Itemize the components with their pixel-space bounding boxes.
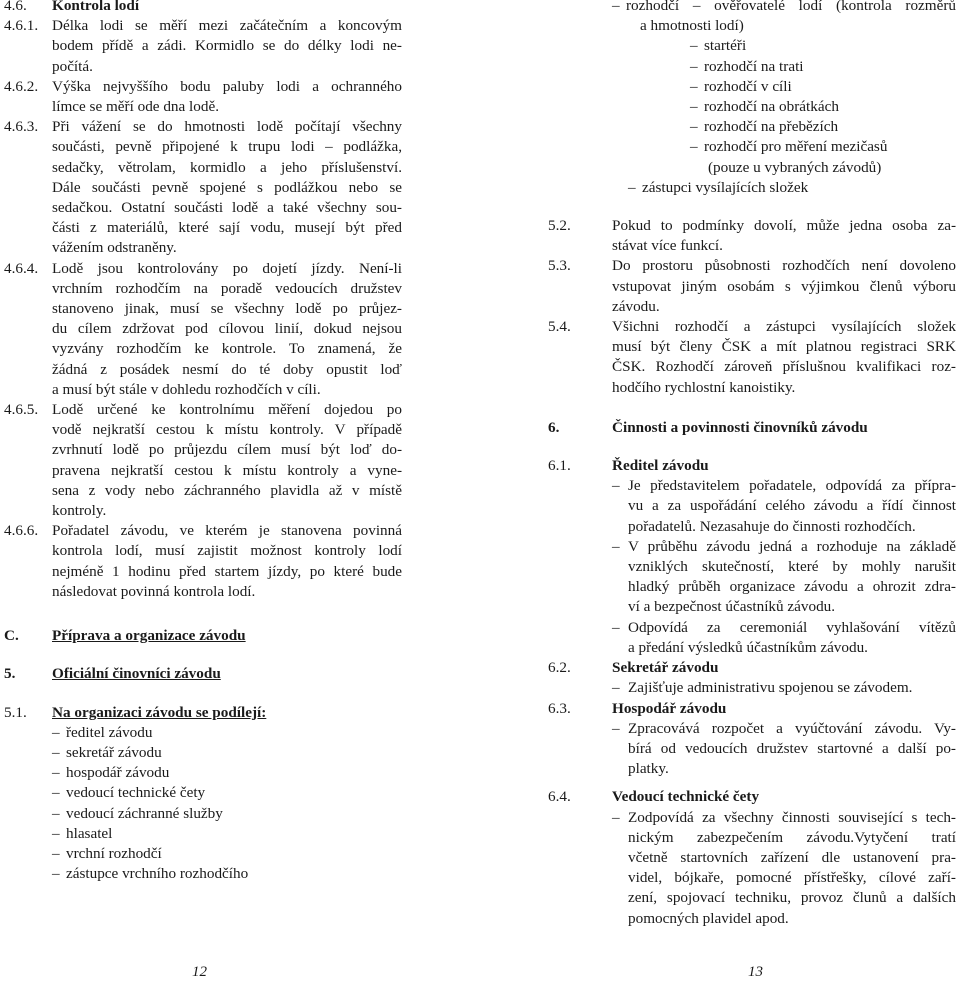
- section-6-4: [548, 787, 956, 928]
- section-title: Příprava a organizace závodu: [52, 627, 246, 645]
- text-line: Dále součásti pevně spojené s podlážkou nebo se: [52, 178, 402, 196]
- section-number: 5.4.: [548, 318, 571, 336]
- section-title: Na organizaci závodu se podílejí:: [52, 703, 267, 721]
- page-number-right: 13: [748, 964, 763, 980]
- text-line: Všichni rozhodčí a zástupci vysílajících složek: [612, 318, 956, 336]
- text-line: Lodě jsou kontrolovány po dojetí jízdy. Není-li: [52, 259, 402, 277]
- section-number: 5.3.: [548, 257, 571, 275]
- text-line: sedačkou. Ostatní součásti lodě a také všechny sou-: [52, 199, 402, 217]
- text-line: musí být členy ČSK a mít platnou registraci SRK: [612, 338, 956, 356]
- section-4-6-2: [4, 77, 402, 117]
- section-number: 6.1.: [548, 457, 571, 475]
- section-number: 4.6.6.: [4, 522, 39, 540]
- text-line: hodčího rychlostní kanoistiky.: [612, 378, 796, 396]
- section-6-3: [548, 699, 956, 780]
- section-5-2: [548, 216, 956, 256]
- section-number: 4.6.5.: [4, 401, 39, 419]
- list-item: – vedoucí záchranné služby: [52, 804, 223, 822]
- section-6: [548, 418, 956, 438]
- text-line: kontrola lodí, musí zajistit možnost kontroly lodí: [52, 542, 402, 560]
- text-line: vodě nejkratší cestou k místu kontroly. V případě: [52, 421, 402, 439]
- list-item: – V průběhu závodu jedná a rozhoduje na základě vzniklých skutečností, které by mohly narušit hladký průběh organizace závodu a ohrozit zdra- ví a bezpečnost účastníků závodu.: [612, 537, 956, 616]
- section-number: 6.4.: [548, 788, 571, 806]
- section-number: 6.2.: [548, 659, 571, 677]
- section-title: Sekretář závodu: [612, 659, 719, 677]
- list-item: – Je představitelem pořadatele, odpovídá za přípra- vu a za uspořádání celého závodu a řídí činnost pořadatelů. Nezasahuje do činnosti rozhodčích.: [612, 477, 956, 535]
- list-item: – Zodpovídá za všechny činnosti související s tech- nickým zabezpečením závodu.Vytyčení tratí včetně startovních zařízení dle ustanovení pra- videl, bójkaře, pomocné přístřešky, cílové zaří- zení, spojovací techniku, provoz člunů a dalších pomocných plavidel apod.: [612, 808, 956, 927]
- list-item: – sekretář závodu: [52, 743, 162, 761]
- list-item: – zástupce vrchního rozhodčího: [52, 865, 249, 883]
- text-line: kontroly.: [52, 502, 107, 520]
- section-number: 6.3.: [548, 699, 571, 717]
- list-item: – vrchní rozhodčí: [52, 844, 162, 862]
- text-line: pravena nejkratší cestou k místu kontroly a vyne-: [52, 461, 402, 479]
- right-column: [548, 0, 956, 929]
- text-line: Pokud to podmínky dovolí, může jedna osoba za-: [612, 217, 956, 235]
- text-line: Do prostoru působnosti rozhodčích není dovoleno: [612, 257, 956, 275]
- text-line: vstupovat jiným osobám s výjimkou členů výboru: [612, 277, 956, 295]
- text-line: následovat povinná kontrola lodí.: [52, 582, 256, 600]
- text-line: vážením odstraněny.: [52, 239, 177, 257]
- section-title: Činnosti a povinnosti činovníků závodu: [612, 418, 868, 436]
- sub-list-item: – rozhodčí v cíli: [690, 77, 792, 95]
- section-c: [4, 626, 402, 646]
- text-line: zvrhnutí lodě po průjezdu cílem musí být loď do-: [52, 441, 402, 459]
- section-number: 4.6.: [4, 0, 27, 14]
- text-line: stávat více funkcí.: [612, 237, 723, 255]
- section-5-1: [4, 703, 402, 885]
- page-number-left: 12: [192, 964, 207, 980]
- section-4-6-1: [4, 16, 402, 77]
- section-number: 5.2.: [548, 217, 571, 235]
- list-item: – rozhodčí – ověřovatelé lodí (kontrola rozměrů a hmotnosti lodí): [548, 0, 956, 36]
- text-line: a musí být stále v dohledu rozhodčích v cíli.: [52, 380, 321, 398]
- text-line: součásti, pevně připojené k trupu lodi – podlážka,: [52, 138, 402, 156]
- section-4-6-6: [4, 521, 402, 602]
- section-5: [4, 664, 402, 684]
- section-number: 4.6.3.: [4, 118, 39, 136]
- text-line: stanoveno jinak, musí se všechny lodě po průjez-: [52, 300, 402, 318]
- section-5-4: [548, 317, 956, 398]
- list-item: – vedoucí technické čety: [52, 784, 206, 802]
- text-line: du cílem zdržovat pod cílovou linií, dokud nejsou: [52, 320, 402, 338]
- section-6-1: [548, 456, 956, 658]
- text-line: (pouze u vybraných závodů): [708, 158, 882, 176]
- section-title: Hospodář závodu: [612, 699, 727, 717]
- list-item: – hlasatel: [52, 824, 113, 842]
- section-number: 4.6.2.: [4, 77, 39, 95]
- section-4-6-5: [4, 400, 402, 521]
- section-5-3: [548, 256, 956, 317]
- left-column: [4, 0, 402, 884]
- sub-list-item: – rozhodčí pro měření mezičasů (pouze u vybraných závodů): [548, 137, 956, 177]
- text-line: sedačky, větrolam, kormidlo a jeho příslušenství.: [52, 158, 402, 176]
- text-line: vyzvány rozhodčím ke kontrole. To znamená, že: [52, 340, 402, 358]
- list-item: – Zpracovává rozpočet a vyúčtování závodu. Vy- bírá od vedoucích družstev startovné a další po- platky.: [612, 719, 956, 778]
- section-number: 4.6.4.: [4, 259, 39, 277]
- sub-list-item: – rozhodčí na obrátkách: [690, 98, 839, 116]
- text-line: Výška nejvyššího bodu paluby lodi a ochranného: [52, 77, 402, 95]
- sub-list-item: – rozhodčí na trati: [690, 57, 804, 75]
- text-line: rozhodčí pro měření mezičasů: [704, 138, 888, 156]
- text-line: Pořadatel závodu, ve kterém je stanovena povinná: [52, 522, 402, 540]
- text-line: sena z vody nebo záchranného plavidla až v místě: [52, 481, 402, 499]
- section-number: 6.: [548, 418, 560, 436]
- sub-list-item: – startéři: [690, 37, 747, 55]
- list-item: – Odpovídá za ceremoniál vyhlašování vítězů a předání výsledků účastníkům závodu.: [612, 618, 956, 656]
- sub-list-item: – rozhodčí na přebězích: [690, 118, 839, 136]
- list-item: – Zajišťuje administrativu spojenou se závodem.: [612, 679, 913, 697]
- list-item: – zástupci vysílajících složek: [628, 178, 809, 196]
- text-line: rozhodčí – ověřovatelé lodí (kontrola rozměrů: [626, 0, 956, 14]
- section-title: Oficiální činovníci závodu: [52, 665, 221, 683]
- section-title: Vedoucí technické čety: [612, 788, 760, 806]
- text-line: nejméně 1 hodinu před startem jízdy, po které bude: [52, 562, 402, 580]
- text-line: Délka lodi se měří mezi začátečním a koncovým: [52, 17, 402, 35]
- list-item: – ředitel závodu: [52, 723, 153, 741]
- text-line: Při vážení se do hmotnosti lodě počítají všechny: [52, 118, 402, 136]
- section-title: Ředitel závodu: [612, 457, 709, 475]
- list-item: – hospodář závodu: [52, 764, 170, 782]
- text-line: Lodě určené ke kontrolnímu měření dojedou po: [52, 401, 402, 419]
- text-line: části z materiálů, které sají vodu, musejí být před: [52, 219, 402, 237]
- text-line: límce se měří ode dna lodě.: [52, 98, 220, 116]
- text-line: a hmotnosti lodí): [640, 17, 744, 35]
- section-number: C.: [4, 627, 19, 645]
- text-line: závodu.: [612, 297, 660, 315]
- text-line: žádná z posádek nesmí do té doby opustit loď: [52, 360, 402, 378]
- section-4-6-4: [4, 259, 402, 400]
- text-line: počítá.: [52, 57, 93, 75]
- text-line: vrchním rozhodčím na poradě vedoucích družstev: [52, 279, 402, 297]
- section-number: 5.: [4, 665, 16, 683]
- text-line: bodem přídě a zádi. Kormidlo se do délky lodi ne-: [52, 37, 402, 55]
- section-6-2: [548, 658, 956, 698]
- section-4-6-3: [4, 117, 402, 258]
- text-line: ČSK. Rozhodčí zároveň příslušnou kvalifikaci roz-: [612, 358, 956, 376]
- section-title: Kontrola lodí: [52, 0, 140, 14]
- section-number: 4.6.1.: [4, 17, 39, 35]
- section-number: 5.1.: [4, 703, 27, 721]
- section-4-6: [4, 0, 402, 16]
